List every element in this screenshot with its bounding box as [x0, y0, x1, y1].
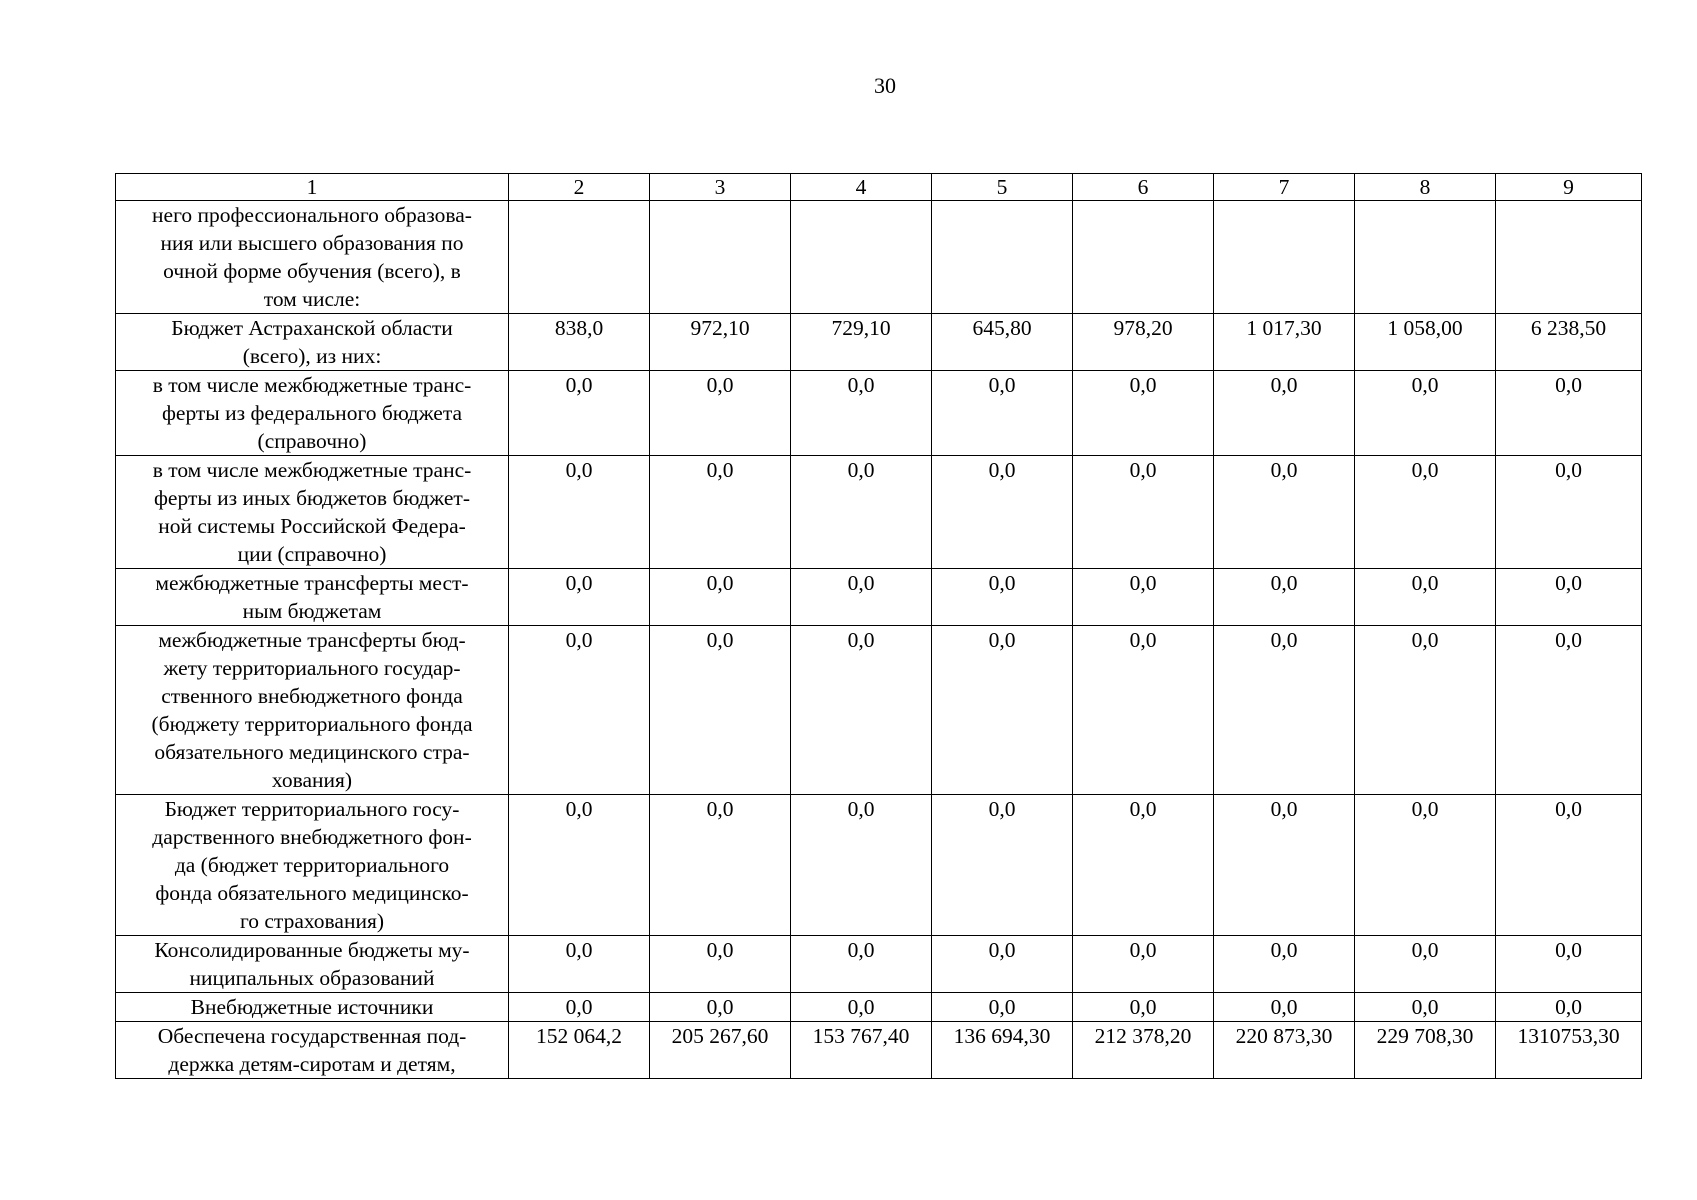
row-label-line: очной форме обучения (всего), в [163, 259, 461, 283]
page-number: 30 [874, 73, 896, 98]
cell-value: 0,0 [650, 936, 791, 993]
row-label-line: ферты из иных бюджетов бюджет- [154, 486, 470, 510]
cell-value: 0,0 [509, 569, 650, 626]
cell-value: 0,0 [1355, 936, 1496, 993]
row-label-line: хования) [271, 768, 353, 792]
cell-value: 0,0 [1496, 795, 1642, 936]
cell-value: 0,0 [650, 569, 791, 626]
cell-value: 153 767,40 [791, 1022, 932, 1079]
row-label [116, 201, 509, 314]
cell-value: 0,0 [1355, 371, 1496, 456]
row-label-line: Бюджет Астраханской области [171, 316, 453, 340]
cell-value: 205 267,60 [650, 1022, 791, 1079]
row-label-line: (бюджету территориального фонда [151, 712, 473, 736]
row-label [116, 456, 509, 569]
cell-value [791, 201, 932, 314]
table-row [116, 936, 1642, 993]
table-row [116, 795, 1642, 936]
cell-value: 1 058,00 [1355, 314, 1496, 371]
row-label-line: Внебюджетные источники [190, 995, 434, 1019]
cell-value: 220 873,30 [1214, 1022, 1355, 1079]
budget-table [115, 173, 1642, 1079]
cell-value: 0,0 [1496, 993, 1642, 1022]
cell-value: 0,0 [932, 456, 1073, 569]
cell-value: 0,0 [1214, 371, 1355, 456]
row-label-line: ственного внебюджетного фонда [161, 684, 463, 708]
cell-value: 0,0 [1214, 626, 1355, 795]
cell-value: 0,0 [1214, 936, 1355, 993]
cell-value: 0,0 [1073, 993, 1214, 1022]
row-label-line: ным бюджетам [242, 599, 382, 623]
cell-value: 838,0 [509, 314, 650, 371]
cell-value: 0,0 [932, 569, 1073, 626]
cell-value: 972,10 [650, 314, 791, 371]
cell-value: 0,0 [1214, 795, 1355, 936]
cell-value: 0,0 [650, 993, 791, 1022]
row-label-line: (всего), из них: [242, 344, 382, 368]
cell-value: 0,0 [509, 456, 650, 569]
cell-value: 0,0 [1355, 456, 1496, 569]
cell-value [932, 201, 1073, 314]
table-row [116, 201, 1642, 314]
row-label [116, 626, 509, 795]
cell-value: 0,0 [1355, 626, 1496, 795]
row-label-line: межбюджетные трансферты мест- [155, 571, 469, 595]
column-number: 7 [1214, 174, 1355, 201]
cell-value: 978,20 [1073, 314, 1214, 371]
row-label-line: Консолидированные бюджеты му- [154, 938, 470, 962]
cell-value: 6 238,50 [1496, 314, 1642, 371]
cell-value: 0,0 [1496, 936, 1642, 993]
cell-value: 0,0 [1355, 993, 1496, 1022]
row-label-line: ции (справочно) [237, 542, 387, 566]
table-row [116, 569, 1642, 626]
table-header-row [116, 174, 1642, 201]
row-label-line: Обеспечена государственная под- [157, 1024, 467, 1048]
cell-value: 0,0 [1073, 569, 1214, 626]
table-row [116, 314, 1642, 371]
row-label-line: межбюджетные трансферты бюд- [158, 628, 466, 652]
row-label [116, 795, 509, 936]
cell-value: 0,0 [791, 456, 932, 569]
row-label-line: обязательного медицинского стра- [154, 740, 470, 764]
cell-value: 0,0 [791, 371, 932, 456]
cell-value: 0,0 [791, 993, 932, 1022]
row-label [116, 569, 509, 626]
table-row [116, 626, 1642, 795]
cell-value: 1310753,30 [1496, 1022, 1642, 1079]
row-label-line: в том числе межбюджетные транс- [152, 373, 472, 397]
cell-value [650, 201, 791, 314]
row-label-line: в том числе межбюджетные транс- [152, 458, 472, 482]
row-label-line: том числе: [263, 287, 361, 311]
row-label [116, 993, 509, 1022]
row-label-line: держка детям-сиротам и детям, [168, 1052, 456, 1076]
column-number: 9 [1496, 174, 1642, 201]
cell-value: 0,0 [1496, 626, 1642, 795]
cell-value: 0,0 [1073, 371, 1214, 456]
column-number: 5 [932, 174, 1073, 201]
cell-value: 729,10 [791, 314, 932, 371]
cell-value [509, 201, 650, 314]
cell-value: 0,0 [1496, 456, 1642, 569]
cell-value: 0,0 [791, 936, 932, 993]
cell-value [1073, 201, 1214, 314]
cell-value: 0,0 [932, 626, 1073, 795]
cell-value: 212 378,20 [1073, 1022, 1214, 1079]
column-number: 3 [650, 174, 791, 201]
cell-value: 0,0 [1496, 371, 1642, 456]
cell-value: 0,0 [650, 456, 791, 569]
row-label-line: (справочно) [257, 429, 367, 453]
cell-value: 136 694,30 [932, 1022, 1073, 1079]
cell-value [1214, 201, 1355, 314]
cell-value: 0,0 [932, 993, 1073, 1022]
cell-value: 152 064,2 [509, 1022, 650, 1079]
row-label-line: да (бюджет территориального [174, 853, 450, 877]
cell-value: 0,0 [1073, 795, 1214, 936]
cell-value: 0,0 [791, 569, 932, 626]
cell-value: 0,0 [1073, 936, 1214, 993]
cell-value: 0,0 [509, 371, 650, 456]
cell-value: 0,0 [932, 936, 1073, 993]
row-label [116, 936, 509, 993]
cell-value: 0,0 [1496, 569, 1642, 626]
row-label-line: дарственного внебюджетного фон- [152, 825, 472, 849]
cell-value: 0,0 [1214, 569, 1355, 626]
row-label-line: ной системы Российской Федера- [158, 514, 466, 538]
cell-value: 0,0 [1214, 456, 1355, 569]
row-label [116, 314, 509, 371]
column-number: 1 [116, 174, 509, 201]
cell-value: 0,0 [1355, 569, 1496, 626]
cell-value: 1 017,30 [1214, 314, 1355, 371]
table-row [116, 993, 1642, 1022]
cell-value: 0,0 [932, 371, 1073, 456]
cell-value: 0,0 [650, 795, 791, 936]
column-number: 4 [791, 174, 932, 201]
row-label-line: го страхования) [239, 909, 385, 933]
cell-value: 0,0 [509, 936, 650, 993]
cell-value: 0,0 [1073, 456, 1214, 569]
cell-value: 645,80 [932, 314, 1073, 371]
cell-value: 0,0 [650, 626, 791, 795]
row-label-line: фонда обязательного медицинско- [155, 881, 469, 905]
table-row [116, 371, 1642, 456]
cell-value: 0,0 [509, 626, 650, 795]
column-number: 2 [509, 174, 650, 201]
cell-value: 0,0 [509, 993, 650, 1022]
cell-value: 0,0 [650, 371, 791, 456]
cell-value: 0,0 [932, 795, 1073, 936]
column-number: 8 [1355, 174, 1496, 201]
row-label-line: жету территориального государ- [163, 656, 461, 680]
cell-value: 229 708,30 [1355, 1022, 1496, 1079]
row-label-line: Бюджет территориального госу- [164, 797, 460, 821]
table-row [116, 1022, 1642, 1079]
row-label-line: ниципальных образований [189, 966, 435, 990]
cell-value: 0,0 [791, 626, 932, 795]
cell-value: 0,0 [1355, 795, 1496, 936]
row-label [116, 371, 509, 456]
row-label-line: него профессионального образова- [152, 203, 472, 227]
table-row [116, 456, 1642, 569]
cell-value: 0,0 [1214, 993, 1355, 1022]
row-label [116, 1022, 509, 1079]
cell-value: 0,0 [791, 795, 932, 936]
cell-value [1355, 201, 1496, 314]
row-label-line: ния или высшего образования по [160, 231, 464, 255]
column-number: 6 [1073, 174, 1214, 201]
row-label-line: ферты из федерального бюджета [161, 401, 463, 425]
cell-value: 0,0 [1073, 626, 1214, 795]
cell-value [1496, 201, 1642, 314]
cell-value: 0,0 [509, 795, 650, 936]
